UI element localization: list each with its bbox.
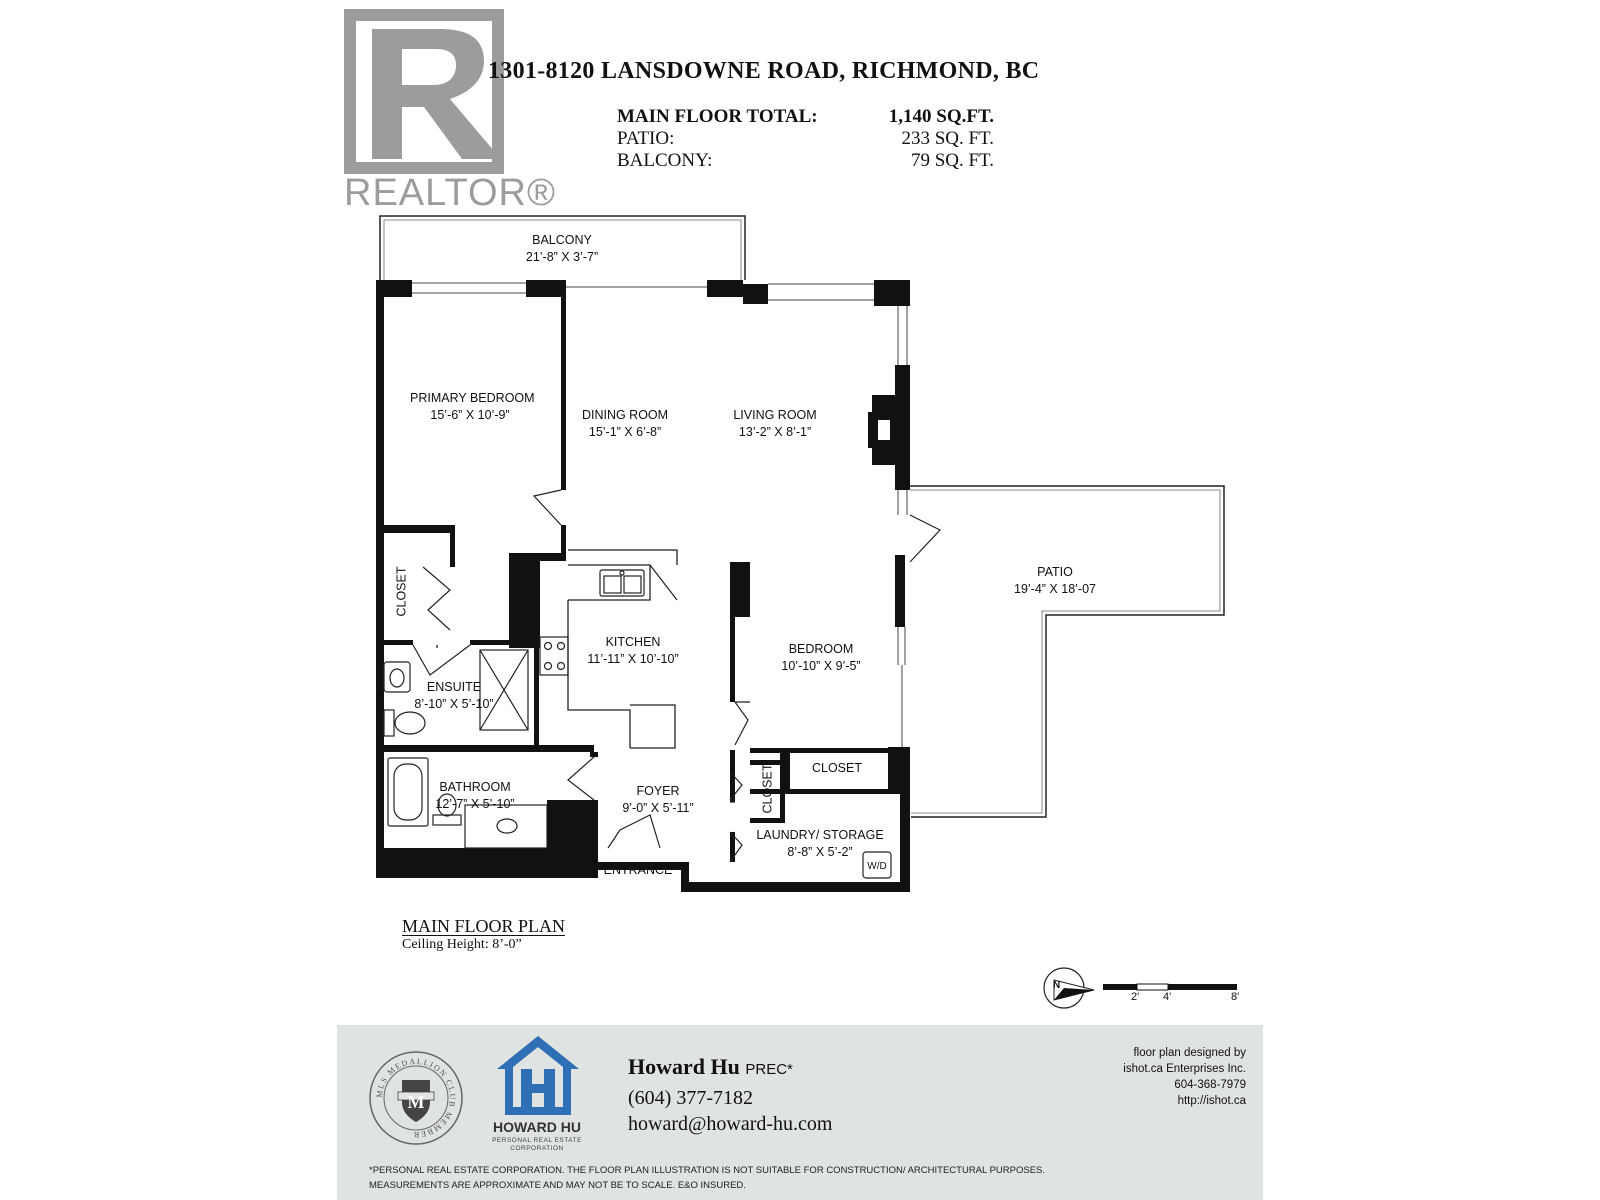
washer-dryer-label: W/D <box>867 861 887 872</box>
agent-phone[interactable]: (604) 377-7182 <box>628 1087 753 1109</box>
room-dims: 21’-8” X 3’-7” <box>525 250 599 264</box>
room-name: DINING ROOM <box>581 408 669 422</box>
disclaimer <box>369 1163 1045 1193</box>
howard-hu-logo <box>493 1033 583 1118</box>
room-dims: 8’-10” X 5’-10” <box>414 697 494 711</box>
room-closet-foyer: CLOSET <box>760 763 775 814</box>
kitchen-sink <box>600 565 677 600</box>
room-bedroom <box>766 641 876 675</box>
room-name: BATHROOM <box>439 780 511 794</box>
medallion-letter: M <box>407 1092 425 1112</box>
stove <box>540 637 568 675</box>
agent-name <box>628 1054 793 1080</box>
area-value: 79 SQ. FT. <box>910 150 994 171</box>
brand-sub: PERSONAL REAL ESTATE CORPORATION <box>492 1137 582 1152</box>
room-dining <box>570 407 680 441</box>
room-dims: 8’-8” X 5’-2” <box>787 845 853 859</box>
agent-email[interactable]: howard@howard-hu.com <box>628 1113 833 1135</box>
area-value: 233 SQ. FT. <box>901 128 994 149</box>
room-name: ENSUITE <box>426 680 482 694</box>
compass-rose <box>1044 968 1094 1008</box>
area-label: MAIN FLOOR TOTAL: <box>617 106 818 127</box>
room-foyer <box>613 783 703 817</box>
room-dims: 19’-4” X 18’-07 <box>1014 582 1096 596</box>
designer-url[interactable]: http://ishot.ca <box>1177 1095 1246 1107</box>
area-label: BALCONY: <box>617 150 713 171</box>
plan-heading: MAIN FLOOR PLAN <box>402 916 566 936</box>
room-name: BALCONY <box>532 233 592 247</box>
disclaimer-line: MEASUREMENTS ARE APPROXIMATE AND MAY NOT BE TO SCALE. E&O INSURED. <box>369 1180 746 1191</box>
room-living <box>720 407 830 441</box>
scale-tick: 2' <box>1131 991 1140 1003</box>
room-name: BEDROOM <box>788 642 854 656</box>
room-balcony <box>512 232 612 266</box>
room-ensuite <box>404 679 504 713</box>
room-name: LAUNDRY/ STORAGE <box>756 828 884 842</box>
room-name: PATIO <box>1037 565 1073 579</box>
room-name: LIVING ROOM <box>733 408 817 422</box>
area-value: 1,140 SQ.FT. <box>888 106 994 127</box>
room-primary-bedroom <box>410 390 535 424</box>
brand-name: HOWARD HU <box>493 1119 581 1135</box>
room-dims: 9’-0” X 5’-11” <box>622 801 694 815</box>
room-name: KITCHEN <box>605 635 661 649</box>
patio-outline-inner <box>910 490 1220 813</box>
room-bathroom <box>425 779 525 813</box>
scale-tick: 8' <box>1231 991 1240 1003</box>
medallion-club-seal <box>368 1050 464 1146</box>
scale-bar <box>1103 984 1237 990</box>
room-dims: 10’-10” X 9’-5” <box>781 659 861 673</box>
room-dims: 11’-11” X 10’-10” <box>587 652 679 666</box>
realtor-wordmark: REALTOR® <box>344 172 556 214</box>
property-address: 1301-8120 LANSDOWNE ROAD, RICHMOND, BC <box>488 58 1040 84</box>
designer-credit: floor plan designed by <box>1133 1047 1246 1059</box>
agent-suffix: PREC* <box>745 1061 793 1078</box>
designer-company: ishot.ca Enterprises Inc. <box>1123 1063 1246 1075</box>
scale-tick: 4' <box>1163 991 1172 1003</box>
room-entrance: ENTRANCE <box>603 863 673 877</box>
room-closet-bedroom: CLOSET <box>811 761 862 775</box>
room-dims: 15’-1” X 6’-8” <box>588 425 662 439</box>
medallion-text: MLS MEDALLION CLUB MEMBER <box>374 1056 458 1140</box>
room-dims: 13’-2” X 8’-1” <box>738 425 812 439</box>
room-patio <box>1000 564 1110 598</box>
room-kitchen <box>578 634 688 668</box>
room-laundry <box>755 827 885 861</box>
room-dims: 15’-6” X 10’-9” <box>430 408 510 422</box>
windows <box>412 283 907 747</box>
interior-walls <box>380 297 910 862</box>
disclaimer-line: *PERSONAL REAL ESTATE CORPORATION. THE FLOOR PLAN ILLUSTRATION IS NOT SUITABLE FOR CONSTRUCTION/ ARCHITECTURAL PURPOSES. <box>369 1165 1046 1176</box>
area-label: PATIO: <box>617 128 675 149</box>
agent-name-text: Howard Hu <box>628 1054 740 1079</box>
ceiling-height: Ceiling Height: 8’-0” <box>402 937 522 952</box>
room-name: FOYER <box>636 784 680 798</box>
room-closet-primary: CLOSET <box>394 566 409 617</box>
room-name: PRIMARY BEDROOM <box>410 391 535 405</box>
compass-label: N <box>1053 980 1061 991</box>
room-dims: 12’-7” X 5’-10” <box>435 797 515 811</box>
designer-phone: 604-368-7979 <box>1174 1079 1246 1091</box>
patio-outline <box>910 486 1224 817</box>
